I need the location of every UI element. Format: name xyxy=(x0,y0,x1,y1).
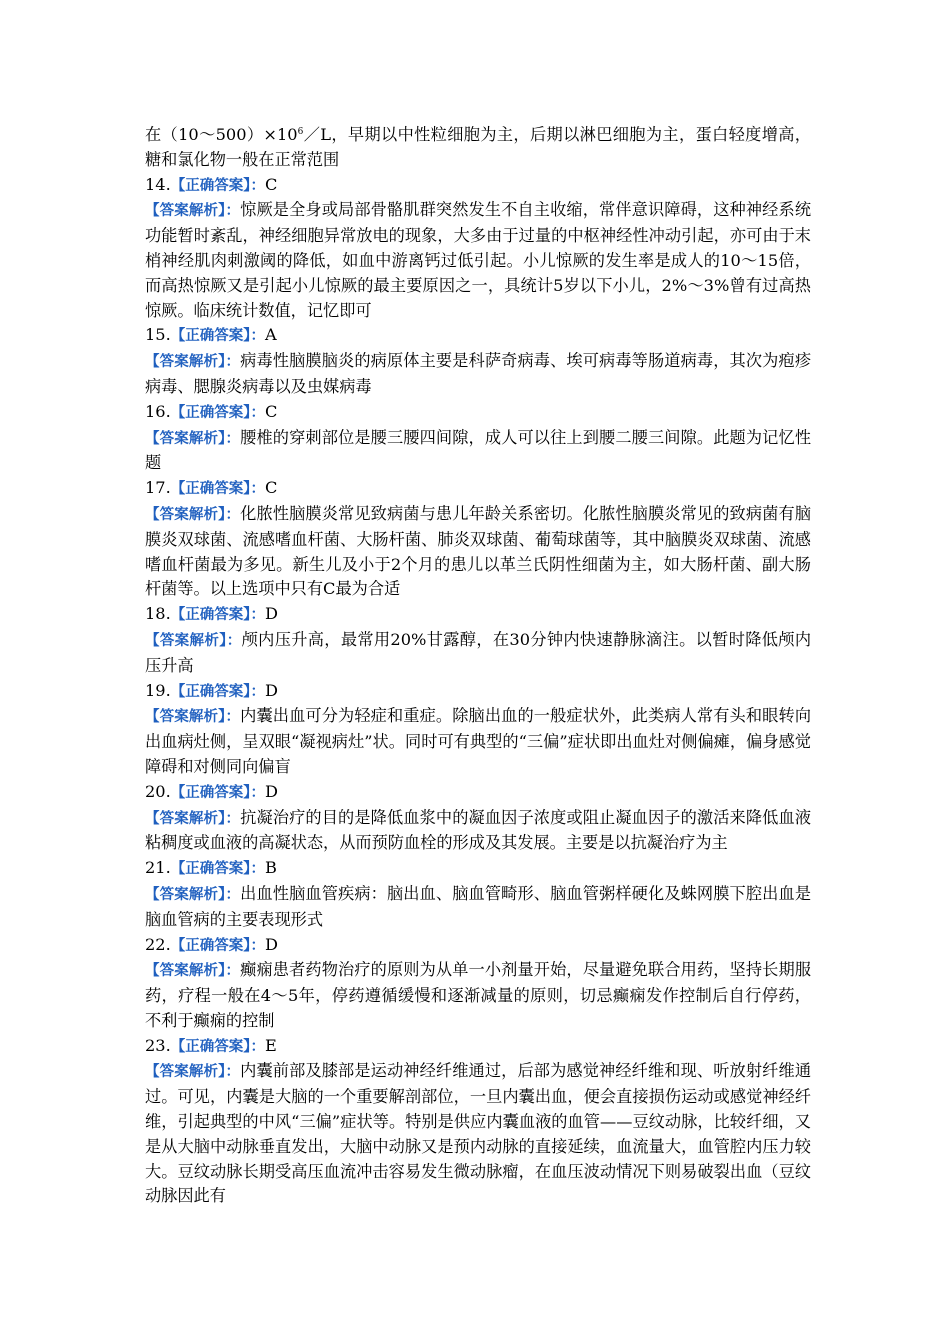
intro-text-pre: 在（10～500）×10 xyxy=(145,125,298,144)
answer-label: 【正确答案】： xyxy=(170,861,265,878)
answer-value: E xyxy=(265,1035,277,1055)
analysis-label: 【答案解析】： xyxy=(145,354,241,371)
analysis-text: 化脓性脑膜炎常见致病菌与患儿年龄关系密切。化脓性脑膜炎常见的致病菌有脑膜炎双球菌、流感嗜血杆菌、大肠杆菌、肺炎双球菌、葡萄球菌等，其中脑膜炎双球菌、流感嗜血杆菌最为多见。新生儿及小于2个月的患儿以革兰氏阴性细菌为主，如大肠杆菌、副大肠杆菌等。以上选项中只有C最为合适 xyxy=(145,503,812,599)
question-number: 17. xyxy=(145,478,171,498)
analysis-paragraph xyxy=(145,502,811,602)
question-number: 16. xyxy=(145,401,171,421)
answer-line xyxy=(145,173,811,199)
analysis-label: 【答案解析】： xyxy=(145,430,241,447)
answer-label: 【正确答案】： xyxy=(170,937,265,954)
analysis-label: 【答案解析】： xyxy=(145,1064,241,1081)
document-page xyxy=(145,123,811,1209)
answer-label: 【正确答案】： xyxy=(170,683,265,700)
intro-superscript: 6 xyxy=(297,127,304,137)
analysis-text: 内囊出血可分为轻症和重症。除脑出血的一般症状外，此类病人常有头和眼转向出血病灶侧，呈双眼“凝视病灶”状。同时可有典型的“三偏”症状即出血灶对侧偏瘫，偏身感觉障碍和对侧同向偏盲 xyxy=(145,706,812,776)
analysis-text: 出血性脑血管疾病：脑出血、脑血管畸形、脑血管粥样硬化及蛛网膜下腔出血是脑血管病的主要表现形式 xyxy=(145,883,812,929)
analysis-text: 抗凝治疗的目的是降低血浆中的凝血因子浓度或阻止凝血因子的激活来降低血液粘稠度或血液的高凝状态，从而预防血栓的形成及其发展。主要是以抗凝治疗为主 xyxy=(145,807,812,853)
question-number: 18. xyxy=(145,604,171,624)
analysis-label: 【答案解析】： xyxy=(145,506,241,523)
answer-value: D xyxy=(265,934,278,954)
answer-line xyxy=(145,856,811,882)
answer-label: 【正确答案】： xyxy=(170,481,265,498)
analysis-text: 病毒性脑膜脑炎的病原体主要是科萨奇病毒、埃可病毒等肠道病毒，其次为疱疹病毒、腮腺炎病毒以及虫媒病毒 xyxy=(145,351,812,396)
analysis-paragraph xyxy=(145,704,811,779)
answer-line xyxy=(145,933,811,959)
answer-value: D xyxy=(265,680,278,700)
intro-text-post: ／L，早期以中性粒细胞为主，后期以淋巴细胞为主，蛋白轻度增高，糖和氯化物一般在正常范围 xyxy=(145,125,811,169)
question-number: 23. xyxy=(145,1035,171,1055)
question-number: 14. xyxy=(145,174,171,194)
answer-line xyxy=(145,476,811,502)
analysis-paragraph xyxy=(145,198,811,323)
intro-paragraph xyxy=(145,123,811,173)
answer-label: 【正确答案】： xyxy=(170,177,265,194)
answer-label: 【正确答案】： xyxy=(170,607,265,624)
answer-label: 【正确答案】： xyxy=(170,328,265,345)
answer-line xyxy=(145,1034,811,1060)
analysis-text: 腰椎的穿刺部位是腰三腰四间隙，成人可以往上到腰二腰三间隙。此题为记忆性题 xyxy=(145,427,812,473)
answer-label: 【正确答案】： xyxy=(170,784,265,801)
analysis-text: 内囊前部及膝部是运动神经纤维通过，后部为感觉神经纤维和现、听放射纤维通过。可见，内囊是大脑的一个重要解剖部位，一旦内囊出血，便会直接损伤运动或感觉神经纤维，引起典型的中风“三偏”症状等。特别是供应内囊血液的血管——豆纹动脉，比较纤细，又是从大脑中动脉垂直发出，大脑中动脉又是预内动脉的直接延续，血流量大，血管腔内压力较大。豆纹动脉长期受高压血流冲击容易发生微动脉瘤，在血压波动情况下则易破裂出血（豆纹动脉因此有 xyxy=(145,1061,812,1206)
analysis-paragraph xyxy=(145,958,811,1033)
answer-value: D xyxy=(265,781,278,801)
analysis-label: 【答案解析】： xyxy=(145,709,241,726)
answer-value: D xyxy=(265,604,278,624)
analysis-label: 【答案解析】： xyxy=(145,632,242,649)
question-number: 21. xyxy=(145,858,171,878)
analysis-text: 惊厥是全身或局部骨骼肌群突然发生不自主收缩，常伴意识障碍，这种神经系统功能暂时紊乱，神经细胞异常放电的现象，大多由于过量的中枢神经性冲动引起，亦可由于末梢神经肌肉刺激阈的降低，如血中游离钙过低引起。小儿惊厥的发生率是成人的10～15倍，而高热惊厥又是引起小儿惊厥的最主要原因之一，具统计5岁以下小儿，2%～3%曾有过高热惊厥。临床统计数值，记忆即可 xyxy=(145,200,812,320)
answer-list xyxy=(145,173,811,1210)
answer-line xyxy=(145,780,811,806)
question-number: 20. xyxy=(145,781,171,801)
analysis-paragraph xyxy=(145,349,811,400)
question-number: 22. xyxy=(145,934,171,954)
answer-line xyxy=(145,679,811,705)
answer-value: B xyxy=(265,858,277,878)
analysis-label: 【答案解析】： xyxy=(145,886,241,903)
answer-label: 【正确答案】： xyxy=(170,1038,265,1055)
analysis-paragraph xyxy=(145,628,811,679)
answer-value: C xyxy=(265,401,278,421)
analysis-label: 【答案解析】： xyxy=(145,963,241,980)
answer-label: 【正确答案】： xyxy=(170,404,265,421)
answer-value: A xyxy=(265,325,277,345)
analysis-paragraph xyxy=(145,882,811,933)
analysis-label: 【答案解析】： xyxy=(145,810,241,827)
analysis-paragraph xyxy=(145,806,811,857)
question-number: 19. xyxy=(145,680,171,700)
answer-value: C xyxy=(265,478,278,498)
analysis-paragraph xyxy=(145,1059,811,1209)
analysis-paragraph xyxy=(145,426,811,477)
analysis-label: 【答案解析】： xyxy=(145,203,241,220)
answer-line xyxy=(145,602,811,628)
analysis-text: 癫痫患者药物治疗的原则为从单一小剂量开始，尽量避免联合用药，坚持长期服药，疗程一般在4～5年，停药遵循缓慢和逐渐减量的原则，切忌癫痫发作控制后自行停药，不利于癫痫的控制 xyxy=(145,960,812,1030)
question-number: 15. xyxy=(145,325,171,345)
answer-line xyxy=(145,323,811,349)
answer-line xyxy=(145,400,811,426)
analysis-text: 颅内压升高，最常用20%甘露醇，在30分钟内快速静脉滴注。以暂时降低颅内压升高 xyxy=(145,629,812,675)
answer-value: C xyxy=(265,174,278,194)
